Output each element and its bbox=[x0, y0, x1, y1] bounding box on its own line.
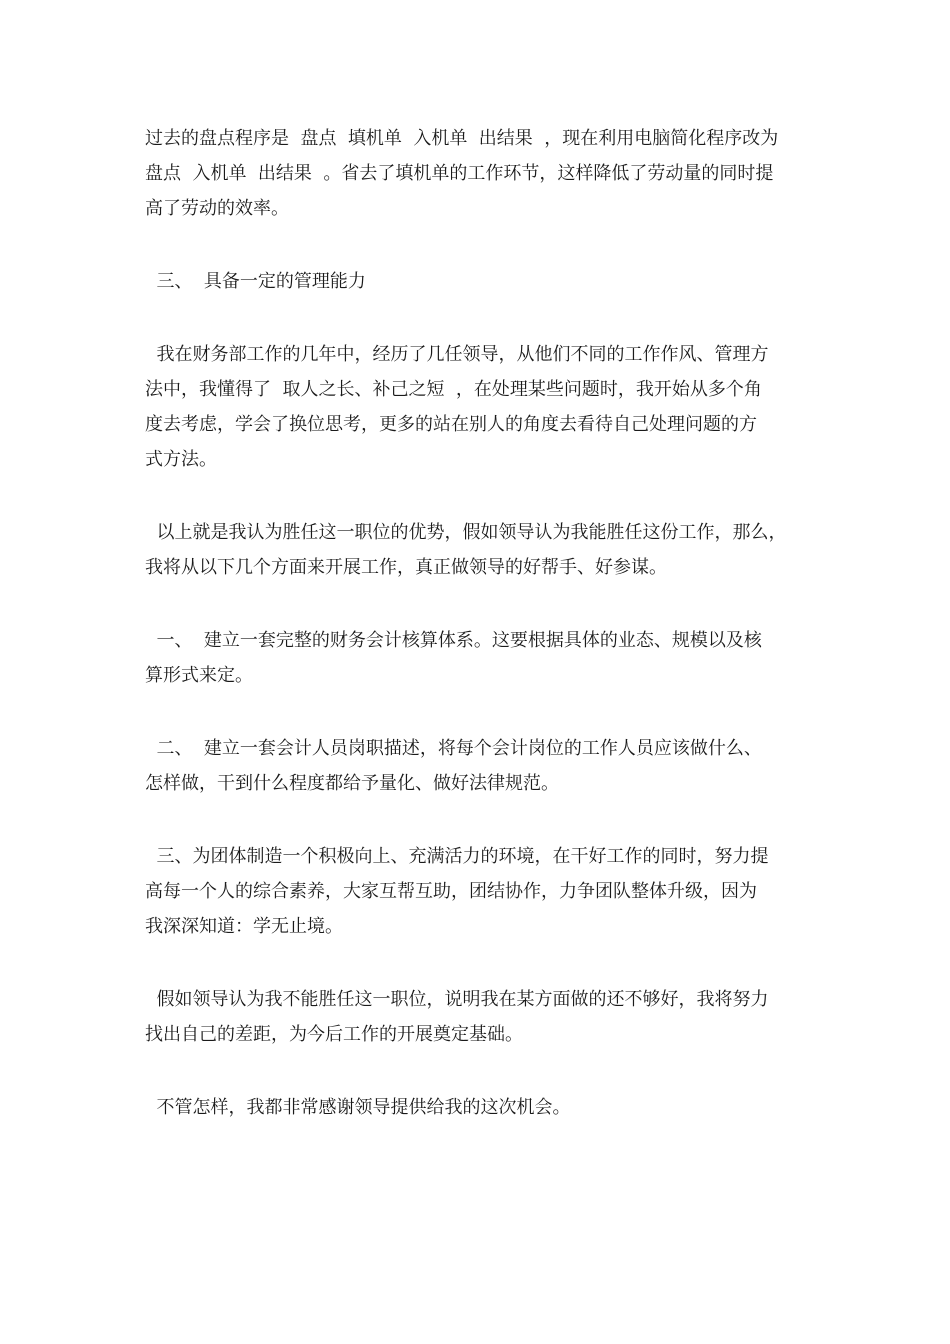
paragraph-line: 我深深知道：学无止境。 bbox=[145, 916, 343, 937]
paragraph-line: 假如领导认为我不能胜任这一职位，说明我在某方面做的还不够好，我将努力 bbox=[145, 989, 769, 1010]
paragraph-line: 盘点 入机单 出结果 。省去了填机单的工作环节，这样降低了劳动量的同时提 bbox=[145, 163, 774, 184]
paragraph-line: 怎样做，干到什么程度都给予量化、做好法律规范。 bbox=[145, 773, 559, 794]
paragraph-line: 一、 建立一套完整的财务会计核算体系。这要根据具体的业态、规模以及核 bbox=[145, 630, 762, 651]
paragraph-line: 度去考虑，学会了换位思考，更多的站在别人的角度去看待自己处理问题的方 bbox=[145, 414, 757, 435]
paragraph-inventory-procedure bbox=[145, 121, 835, 226]
heading-line: 三、 具备一定的管理能力 bbox=[145, 271, 366, 292]
paragraph-line: 我在财务部工作的几年中，经历了几任领导，从他们不同的工作作风、管理方 bbox=[145, 344, 769, 365]
paragraph-management-experience bbox=[145, 337, 835, 477]
paragraph-line: 法中，我懂得了 取人之长、补己之短 ，在处理某些问题时，我开始从多个角 bbox=[145, 379, 762, 400]
paragraph-line: 不管怎样，我都非常感谢领导提供给我的这次机会。 bbox=[145, 1097, 571, 1118]
paragraph-line: 高每一个人的综合素养，大家互帮互助，团结协作，力争团队整体升级，因为 bbox=[145, 881, 757, 902]
paragraph-line: 以上就是我认为胜任这一职位的优势，假如领导认为我能胜任这份工作，那么， bbox=[145, 522, 787, 543]
paragraph-line: 我将从以下几个方面来开展工作，真正做领导的好帮手、好参谋。 bbox=[145, 557, 667, 578]
paragraph-line: 三、为团体制造一个积极向上、充满活力的环境，在干好工作的同时，努力提 bbox=[145, 846, 769, 867]
section-heading-management bbox=[145, 264, 835, 299]
paragraph-line: 过去的盘点程序是 盘点 填机单 入机单 出结果 ，现在利用电脑简化程序改为 bbox=[145, 128, 779, 149]
paragraph-closing-thanks bbox=[145, 1090, 835, 1125]
paragraph-advantages-summary bbox=[145, 515, 835, 585]
document-body bbox=[145, 121, 835, 1163]
paragraph-line: 二、 建立一套会计人员岗职描述，将每个会计岗位的工作人员应该做什么、 bbox=[145, 738, 762, 759]
paragraph-line: 高了劳动的效率。 bbox=[145, 198, 289, 219]
plan-item-three bbox=[145, 839, 835, 944]
plan-item-one bbox=[145, 623, 835, 693]
paragraph-if-not-qualified bbox=[145, 982, 835, 1052]
plan-item-two bbox=[145, 731, 835, 801]
paragraph-line: 找出自己的差距，为今后工作的开展奠定基础。 bbox=[145, 1024, 523, 1045]
paragraph-line: 式方法。 bbox=[145, 449, 217, 470]
paragraph-line: 算形式来定。 bbox=[145, 665, 253, 686]
